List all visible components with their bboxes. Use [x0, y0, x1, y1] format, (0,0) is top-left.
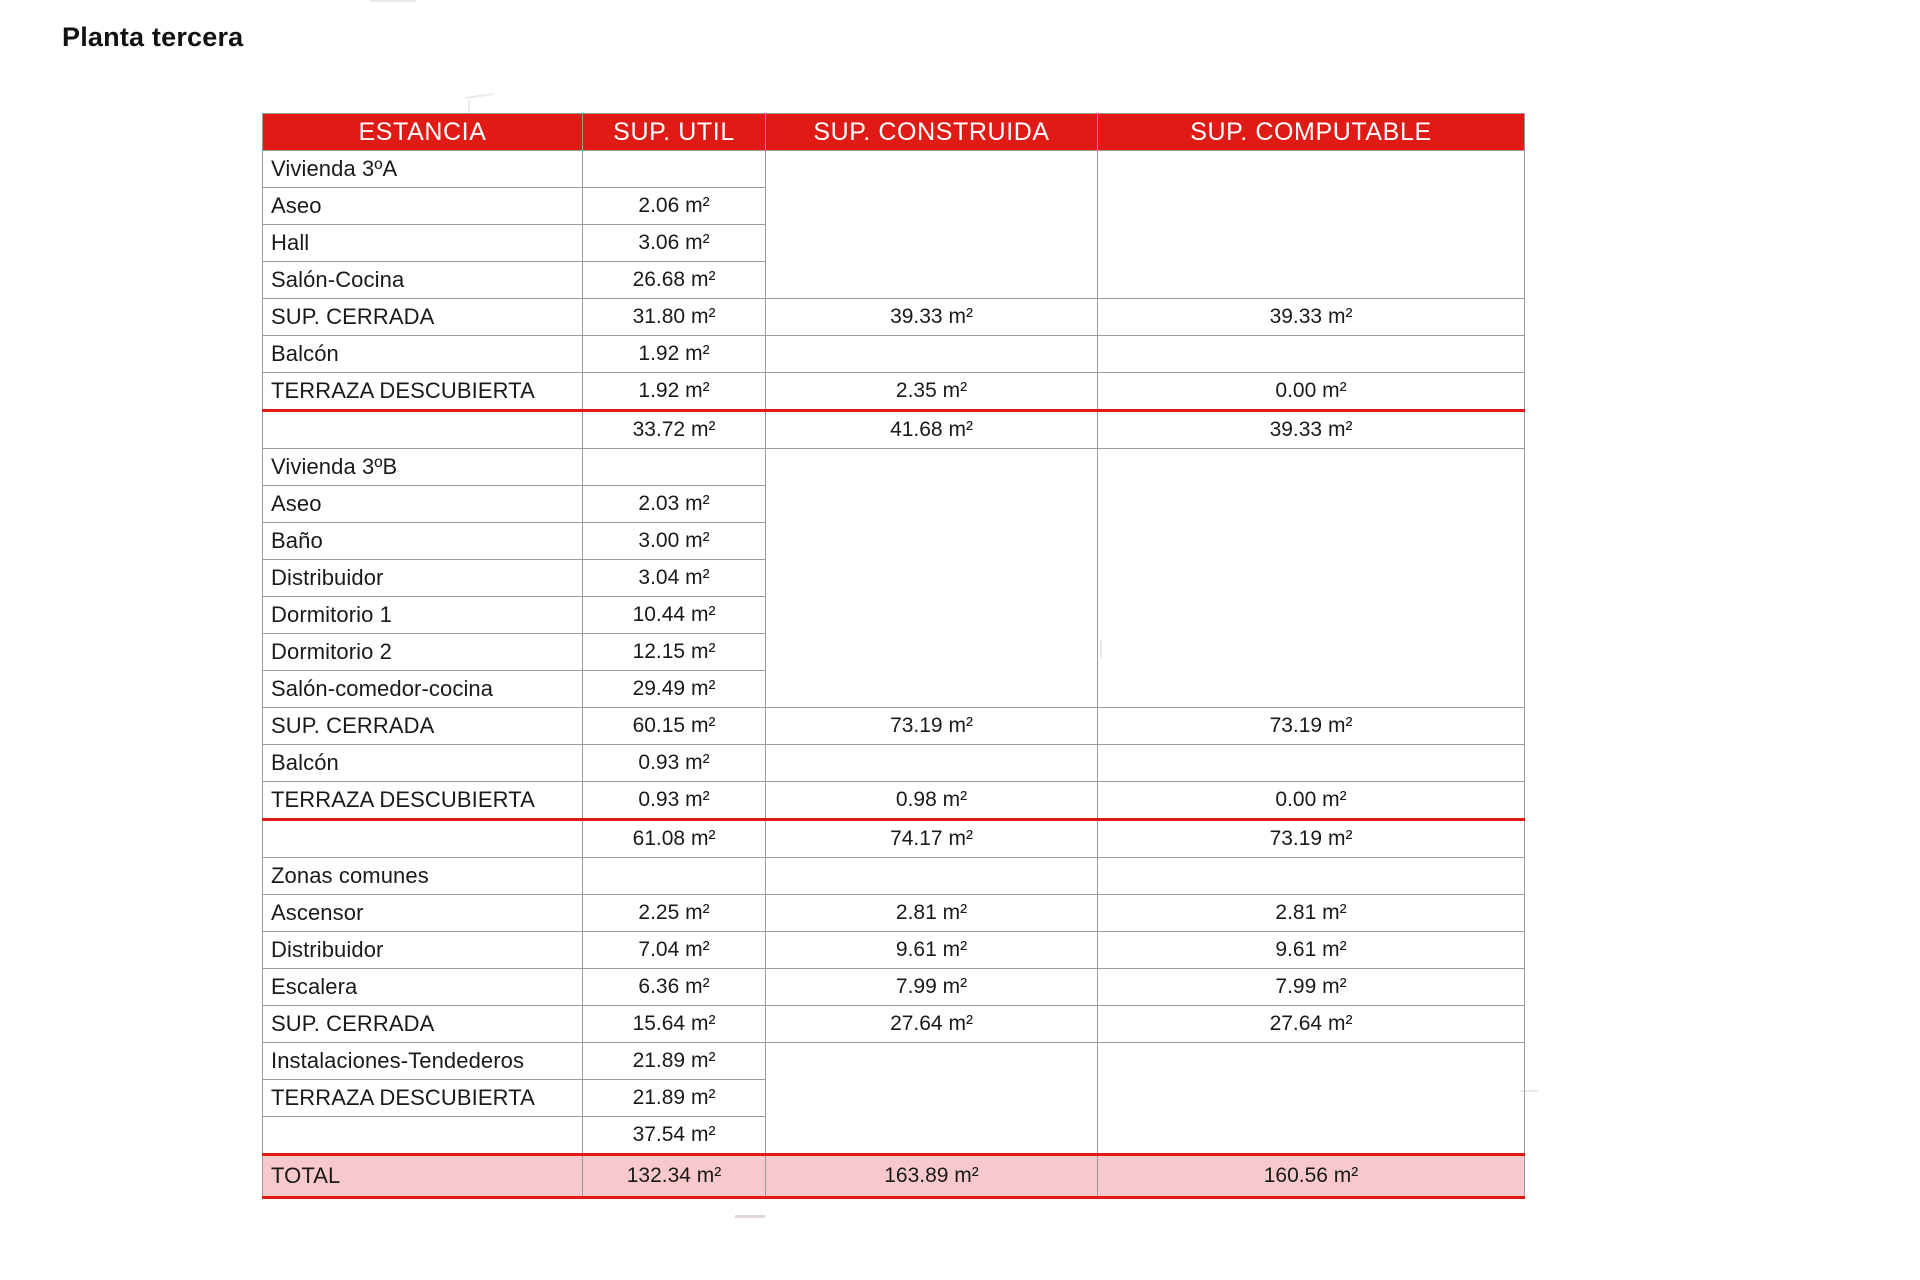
- cell-sup-construida: 7.99 m²: [766, 969, 1098, 1006]
- cell-sup-util: 7.04 m²: [583, 932, 766, 969]
- surface-table: [262, 113, 1525, 1199]
- cell-estancia: Baño: [263, 523, 583, 560]
- cell-total-util: 132.34 m²: [583, 1155, 766, 1198]
- cell-sup-util: 21.89 m²: [583, 1080, 766, 1117]
- col-header-sup-computable: SUP. COMPUTABLE: [1098, 114, 1525, 151]
- cell-sup-computable: 73.19 m²: [1098, 820, 1525, 858]
- cell-sup-construida: [766, 151, 1098, 299]
- col-header-sup-construida: SUP. CONSTRUIDA: [766, 114, 1098, 151]
- scan-artifact: [735, 1215, 765, 1218]
- cell-sup-util: [583, 449, 766, 486]
- table-row: [263, 969, 1525, 1006]
- table-row: [263, 373, 1525, 411]
- cell-estancia: Instalaciones-Tendederos: [263, 1043, 583, 1080]
- cell-sup-computable: 2.81 m²: [1098, 895, 1525, 932]
- cell-estancia: TERRAZA DESCUBIERTA: [263, 1080, 583, 1117]
- cell-sup-computable: [1098, 151, 1525, 299]
- cell-sup-construida: [766, 745, 1098, 782]
- page-title: Planta tercera: [62, 22, 244, 52]
- cell-estancia: TERRAZA DESCUBIERTA: [263, 782, 583, 820]
- cell-sup-computable: 7.99 m²: [1098, 969, 1525, 1006]
- table-row-total: [263, 1155, 1525, 1198]
- cell-sup-construida: 39.33 m²: [766, 299, 1098, 336]
- table-row: [263, 782, 1525, 820]
- cell-sup-util: 3.00 m²: [583, 523, 766, 560]
- scan-artifact: [465, 93, 493, 99]
- cell-estancia: Salón-Cocina: [263, 262, 583, 299]
- cell-estancia: Balcón: [263, 336, 583, 373]
- table-row-subtotal: [263, 820, 1525, 858]
- cell-sup-construida: 27.64 m²: [766, 1006, 1098, 1043]
- table-body: [263, 151, 1525, 1198]
- cell-sup-computable: [1098, 1043, 1525, 1155]
- cell-sup-computable: 73.19 m²: [1098, 708, 1525, 745]
- cell-sup-util: [583, 858, 766, 895]
- cell-estancia: Vivienda 3ºB: [263, 449, 583, 486]
- cell-estancia: Ascensor: [263, 895, 583, 932]
- cell-sup-util: 1.92 m²: [583, 336, 766, 373]
- cell-estancia: [263, 411, 583, 449]
- cell-estancia: Aseo: [263, 486, 583, 523]
- cell-sup-util: 60.15 m²: [583, 708, 766, 745]
- cell-sup-util: 10.44 m²: [583, 597, 766, 634]
- table-row: [263, 1043, 1525, 1080]
- cell-sup-util: 15.64 m²: [583, 1006, 766, 1043]
- cell-sup-computable: 0.00 m²: [1098, 782, 1525, 820]
- cell-sup-computable: 39.33 m²: [1098, 411, 1525, 449]
- table-row: [263, 1006, 1525, 1043]
- cell-sup-construida: [766, 1043, 1098, 1155]
- cell-estancia: Dormitorio 1: [263, 597, 583, 634]
- cell-sup-construida: 2.35 m²: [766, 373, 1098, 411]
- table-row: [263, 932, 1525, 969]
- cell-sup-computable: 9.61 m²: [1098, 932, 1525, 969]
- table-row: [263, 895, 1525, 932]
- cell-sup-util: 0.93 m²: [583, 745, 766, 782]
- cell-sup-util: 6.36 m²: [583, 969, 766, 1006]
- table-row: [263, 299, 1525, 336]
- surface-table-wrapper: [262, 113, 1524, 1199]
- cell-estancia: [263, 820, 583, 858]
- cell-sup-computable: [1098, 449, 1525, 708]
- cell-sup-computable: 27.64 m²: [1098, 1006, 1525, 1043]
- cell-sup-util: 26.68 m²: [583, 262, 766, 299]
- cell-estancia: TERRAZA DESCUBIERTA: [263, 373, 583, 411]
- cell-sup-util: 29.49 m²: [583, 671, 766, 708]
- cell-estancia: Dormitorio 2: [263, 634, 583, 671]
- scan-artifact: [468, 100, 470, 114]
- cell-estancia: Zonas comunes: [263, 858, 583, 895]
- cell-estancia: Salón-comedor-cocina: [263, 671, 583, 708]
- cell-sup-construida: [766, 336, 1098, 373]
- cell-total-computable: 160.56 m²: [1098, 1155, 1525, 1198]
- table-header: [263, 114, 1525, 151]
- cell-sup-util: 2.03 m²: [583, 486, 766, 523]
- cell-sup-util: 2.25 m²: [583, 895, 766, 932]
- scan-artifact: [370, 0, 416, 2]
- col-header-sup-util: SUP. UTIL: [583, 114, 766, 151]
- cell-sup-construida: 9.61 m²: [766, 932, 1098, 969]
- table-row: [263, 336, 1525, 373]
- table-row-subtotal: [263, 411, 1525, 449]
- cell-sup-util: 2.06 m²: [583, 188, 766, 225]
- cell-sup-util: 21.89 m²: [583, 1043, 766, 1080]
- cell-sup-computable: [1098, 336, 1525, 373]
- table-row: [263, 151, 1525, 188]
- cell-estancia: Distribuidor: [263, 560, 583, 597]
- cell-sup-util: 0.93 m²: [583, 782, 766, 820]
- cell-estancia: SUP. CERRADA: [263, 708, 583, 745]
- cell-sup-util: 3.04 m²: [583, 560, 766, 597]
- cell-estancia: SUP. CERRADA: [263, 299, 583, 336]
- table-row: [263, 449, 1525, 486]
- cell-sup-computable: [1098, 745, 1525, 782]
- cell-estancia: [263, 1117, 583, 1155]
- cell-sup-construida: 41.68 m²: [766, 411, 1098, 449]
- cell-estancia: Balcón: [263, 745, 583, 782]
- cell-sup-construida: [766, 858, 1098, 895]
- cell-estancia: Vivienda 3ºA: [263, 151, 583, 188]
- cell-estancia: Aseo: [263, 188, 583, 225]
- table-row: [263, 708, 1525, 745]
- cell-sup-construida: 2.81 m²: [766, 895, 1098, 932]
- cell-sup-util: 37.54 m²: [583, 1117, 766, 1155]
- cell-estancia: Hall: [263, 225, 583, 262]
- cell-sup-construida: 0.98 m²: [766, 782, 1098, 820]
- cell-sup-computable: 39.33 m²: [1098, 299, 1525, 336]
- cell-sup-construida: 73.19 m²: [766, 708, 1098, 745]
- cell-total-construida: 163.89 m²: [766, 1155, 1098, 1198]
- cell-estancia: SUP. CERRADA: [263, 1006, 583, 1043]
- cell-sup-util: 31.80 m²: [583, 299, 766, 336]
- cell-sup-util: 33.72 m²: [583, 411, 766, 449]
- cell-sup-computable: [1098, 858, 1525, 895]
- cell-sup-util: 61.08 m²: [583, 820, 766, 858]
- cell-sup-util: 12.15 m²: [583, 634, 766, 671]
- col-header-estancia: ESTANCIA: [263, 114, 583, 151]
- table-row: [263, 858, 1525, 895]
- cell-total-label: TOTAL: [263, 1155, 583, 1198]
- table-header-row: [263, 114, 1525, 151]
- cell-sup-util: 3.06 m²: [583, 225, 766, 262]
- cell-sup-util: 1.92 m²: [583, 373, 766, 411]
- cell-sup-util: [583, 151, 766, 188]
- cell-sup-computable: 0.00 m²: [1098, 373, 1525, 411]
- cell-estancia: Escalera: [263, 969, 583, 1006]
- table-row: [263, 745, 1525, 782]
- cell-sup-construida: 74.17 m²: [766, 820, 1098, 858]
- cell-estancia: Distribuidor: [263, 932, 583, 969]
- cell-sup-construida: [766, 449, 1098, 708]
